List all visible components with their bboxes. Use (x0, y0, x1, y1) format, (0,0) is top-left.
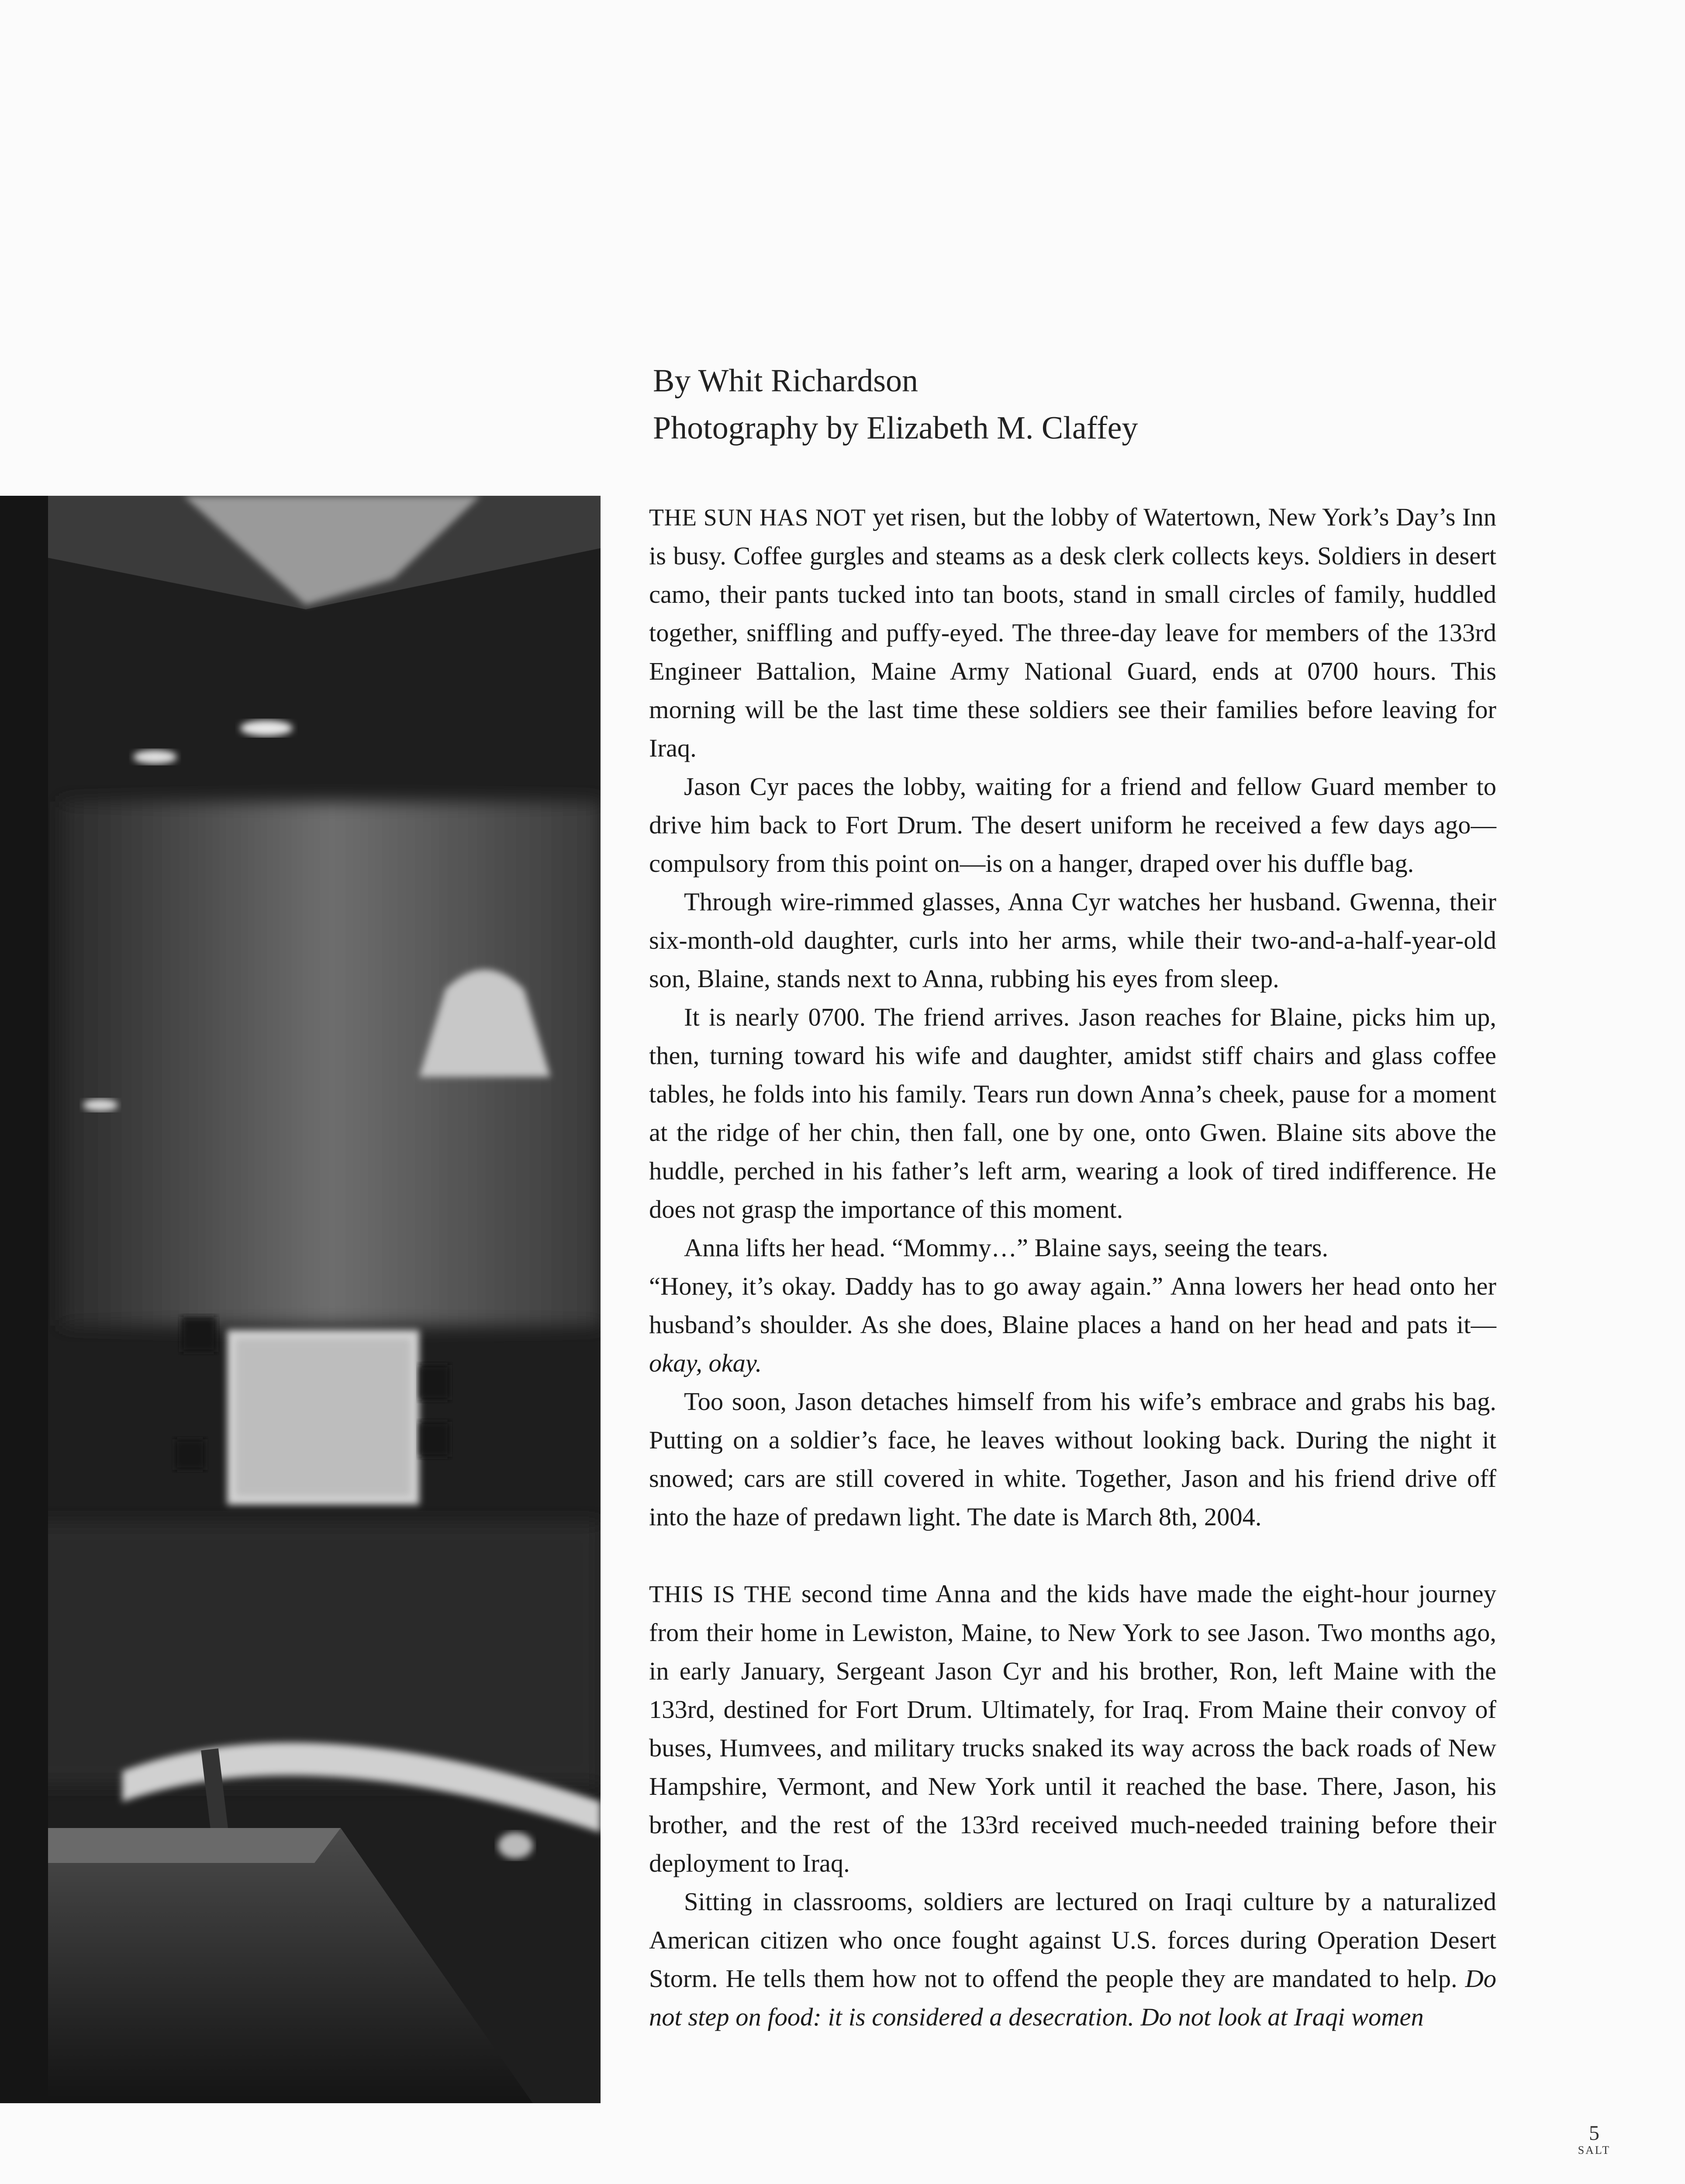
paragraph (649, 1883, 1496, 2036)
italic-text: okay, okay. (649, 1349, 762, 1377)
author-credit: By Whit Richardson (653, 363, 918, 399)
paragraph-text: Sitting in classrooms, soldiers are lectured on Iraqi culture by a naturalized American citizen who once fought against U.S. forces during Operation Desert Storm. He tells them how not to offend the people they are mandated to help. (649, 1887, 1496, 1993)
paragraph: Too soon, Jason detaches himself from his wife’s embrace and grabs his bag. Putting on a soldier’s face, he leaves without looking back. During the night it snowed; cars are still covered in white. Together, Jason and his friend drive off into the haze of predawn light. The date is March 8th, 2004. (649, 1387, 1496, 1531)
lead-in-caps: THIS IS THE (649, 1581, 792, 1608)
paragraph (649, 1575, 1496, 1883)
paragraph: Anna lifts her head. “Mommy…” Blaine says, seeing the tears. (684, 1234, 1329, 1262)
magazine-name: SALT (1578, 2144, 1611, 2156)
paragraph-text: second time Anna and the kids have made the eight-hour journey from their home in Lewiston, Maine, to New York to see Jason. Two months ago, in early January, Sergeant Jason Cyr and his brother, Ron, left Maine with the 133rd, destined for Fort Drum. Ultimately, for Iraq. From Maine their convoy of buses, Humvees, and military trucks snaked its way across the back roads of New Hampshire, Vermont, and New York until it reached the base. There, Jason, his brother, and the rest of the 133rd received much-needed training before their deployment to Iraq. (649, 1579, 1497, 1877)
paragraph (649, 498, 1496, 767)
photographer-credit: Photography by Elizabeth M. Claffey (653, 410, 1138, 446)
article-body (649, 498, 1496, 2036)
paragraph: Jason Cyr paces the lobby, waiting for a friend and fellow Guard member to drive him back to Fort Drum. The desert uniform he received a few days ago—compulsory from this point on—is on a hanger, draped over his duffle bag. (649, 772, 1496, 878)
folio (1572, 2123, 1616, 2157)
italic-text: Do not step on food: it is considered a desecration. Do not look at Iraqi women (649, 1964, 1496, 2031)
paragraph: It is nearly 0700. The friend arrives. Jason reaches for Blaine, picks him up, then, turning toward his wife and daughter, amidst stiff chairs and glass coffee tables, he folds into his family. Tears run down Anna’s cheek, pause for a moment at the ridge of her chin, then fall, one by one, onto Gwen. Blaine sits above the huddle, perched in his father’s left arm, wearing a look of tired indifference. He does not grasp the importance of this moment. (649, 1003, 1496, 1223)
paragraph (649, 1267, 1496, 1382)
paragraph: Through wire-rimmed glasses, Anna Cyr watches her husband. Gwenna, their six-month-old daughter, curls into her arms, while their two-and-a-half-year-old son, Blaine, stands next to Anna, rubbing his eyes from sleep. (649, 888, 1496, 993)
lead-in-caps: THE SUN HAS NOT (649, 504, 866, 531)
hotel-lobby-photo (0, 496, 601, 2103)
page-number: 5 (1589, 2122, 1599, 2145)
paragraph-text: “Honey, it’s okay. Daddy has to go away again.” Anna lowers her head onto her husband’s shoulder. As she does, Blaine places a hand on her head and pats it— (649, 1272, 1496, 1339)
credits (653, 357, 1526, 452)
paragraph-text: yet risen, but the lobby of Watertown, New York’s Day’s Inn is busy. Coffee gurgles and steams as a desk clerk collects keys. Soldiers in desert camo, their pants tucked into tan boots, stand in small circles of family, huddled together, sniffling and puffy-eyed. The three-day leave for members of the 133rd Engineer Battalion, Maine Army National Guard, ends at 0700 hours. This morning will be the last time these soldiers see their families before leaving for Iraq. (649, 503, 1496, 762)
